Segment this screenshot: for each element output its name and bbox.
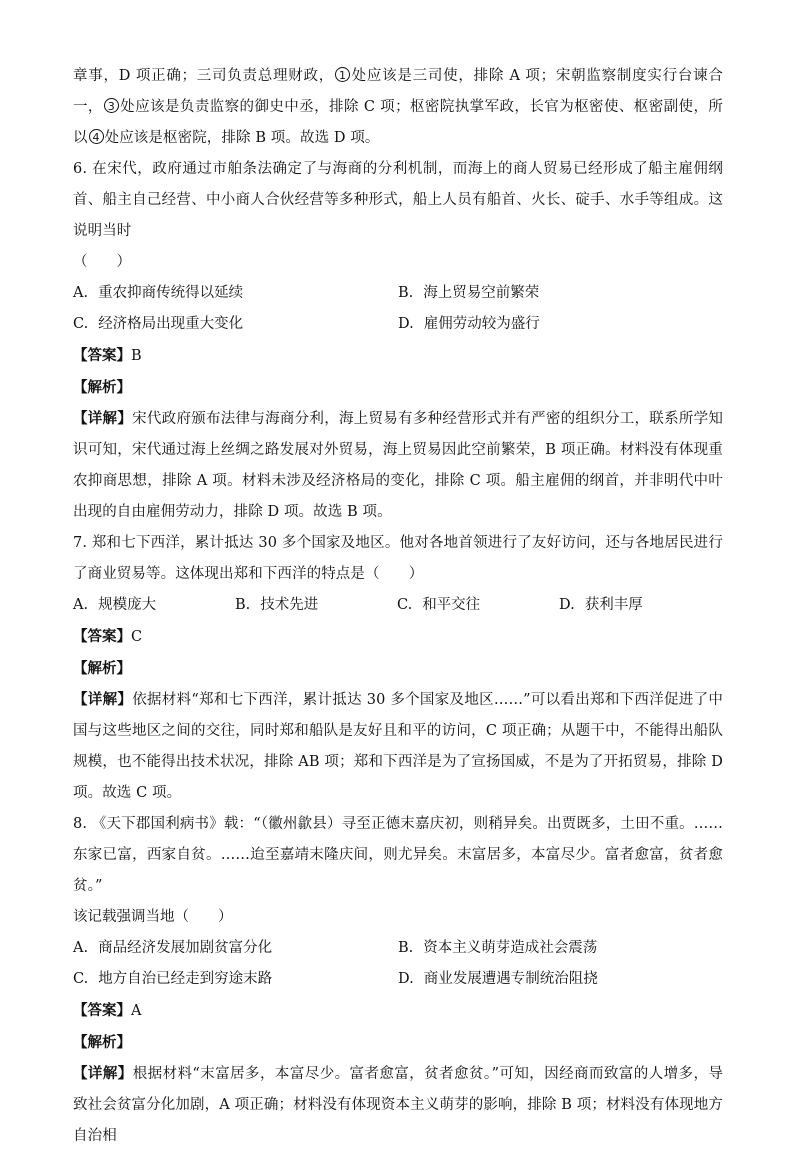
q6-options-row-1 [73, 278, 723, 309]
document-page [73, 61, 723, 1152]
detail-tag: 【详解】 [73, 1065, 133, 1082]
q8-options-row-2 [73, 964, 723, 995]
circled-number-1: 1 [335, 67, 350, 82]
answer-value: B [131, 348, 142, 364]
q6-option-b: B. 海上贸易空前繁荣 [398, 285, 540, 301]
answer-value: C [131, 629, 143, 645]
q5-text-1: 章事，D 项正确；三司负责总理财政， [73, 68, 335, 84]
q6-analysis-tag: 【解析】 [73, 379, 131, 396]
q5-text-2: 处应该是三司使，排除 A 项；宋朝监察制度实行台谏合一， [73, 68, 723, 115]
q8-answer [73, 995, 723, 1027]
q7-option-b: B. 技术先进 [235, 597, 319, 613]
detail-text: 依据材料“郑和七下西洋，累计抵达 30 多个国家及地区……”可以看出郑和下西洋促进了中国与这些地区之间的交往，同时郑和船队是友好且和平的访问，C 项正确；从题干中，不能得出船队规模，也不能得出技术状况，排除 AB 项；郑和下西洋是为了宣扬国威，不是为了开拓贸易，排除 D 项。故选 C 项。 [73, 692, 724, 801]
q7-options-row [73, 590, 723, 621]
answer-value: A [131, 1003, 142, 1019]
answer-tag: 【答案】 [73, 1002, 131, 1019]
circled-number-4: 4 [89, 129, 104, 144]
q8-option-a: A. 商品经济发展加剧贫富分化 [73, 940, 273, 956]
q7-option-c: C. 和平交往 [397, 597, 481, 613]
q8-analysis-tag: 【解析】 [73, 1034, 131, 1051]
q6-option-c: C. 经济格局出现重大变化 [73, 316, 244, 332]
q7-detail [73, 684, 723, 809]
q6-stem: 6. 在宋代，政府通过市舶条法确定了与海商的分利机制，而海上的商人贸易已经形成了船主雇佣纲首、船主自己经营、中小商人合伙经营等多种形式，船上人员有船首、火长、碇手、水手等组成。这说明当时 [73, 161, 723, 239]
q5-explanation-tail [73, 61, 723, 154]
q7-stem: 7. 郑和七下西洋，累计抵达 30 多个国家及地区。他对各地首领进行了友好访问，还与各地居民进行了商业贸易等。这体现出郑和下西洋的特点是（ ） [73, 535, 723, 582]
q6-option-d: D. 雇佣劳动较为盛行 [398, 316, 540, 332]
q8-option-b: B. 资本主义萌芽造成社会震荡 [398, 940, 598, 956]
q5-text-4: 处应该是枢密院，排除 B 项。故选 D 项。 [104, 130, 380, 146]
detail-tag: 【详解】 [73, 410, 133, 427]
circled-number-3: 3 [104, 98, 119, 113]
q7-analysis-tag: 【解析】 [73, 660, 131, 677]
q8-detail [73, 1058, 723, 1152]
q6-detail [73, 403, 723, 528]
q6-paren: （ ） [73, 254, 131, 270]
q8-options-row-1 [73, 933, 723, 964]
q6-option-a: A. 重农抑商传统得以延续 [73, 285, 244, 301]
q8-option-d: D. 商业发展遭遇专制统治阻挠 [398, 971, 598, 987]
q5-text-3: 处应该是负责监察的御史中丞，排除 C 项；枢密院执掌军政，长官为枢密使、枢密副使，所以 [73, 99, 723, 146]
q7-answer [73, 621, 723, 653]
q7-option-d: D. 获利丰厚 [559, 597, 643, 613]
detail-tag: 【详解】 [73, 691, 133, 708]
answer-tag: 【答案】 [73, 628, 131, 645]
q7-option-a: A. 规模庞大 [73, 597, 157, 613]
detail-text: 根据材料“末富居多，本富尽少。富者愈富，贫者愈贫。”可知，因经商而致富的人增多，导致社会贫富分化加剧，A 项正确；材料没有体现资本主义萌芽的影响，排除 B 项；材料没有体现地方自治相 [73, 1066, 724, 1144]
answer-tag: 【答案】 [73, 347, 131, 364]
q8-stem-2: 该记载强调当地（ ） [73, 909, 233, 925]
q6-options-row-2 [73, 309, 723, 340]
q8-stem: 8. 《天下郡国利病书》载：“（徽州歙县）寻至正德末嘉庆初，则稍异矣。出贾既多，土田不重。……东家已富，西家自贫。……迨至嘉靖末隆庆间，则尤异矣。末富居多，本富尽少。富者愈富，贫者愈贫。” [73, 816, 723, 894]
q8-option-c: C. 地方自治已经走到穷途末路 [73, 971, 273, 987]
detail-text: 宋代政府颁布法律与海商分利，海上贸易有多种经营形式并有严密的组织分工，联系所学知识可知，宋代通过海上丝绸之路发展对外贸易，海上贸易因此空前繁荣，B 项正确。材料没有体现重农抑商思想，排除 A 项。材料未涉及经济格局的变化，排除 C 项。船主雇佣的纲首，并非明代中叶出现的自由雇佣劳动力，排除 D 项。故选 B 项。 [73, 411, 723, 520]
q6-answer [73, 340, 723, 372]
